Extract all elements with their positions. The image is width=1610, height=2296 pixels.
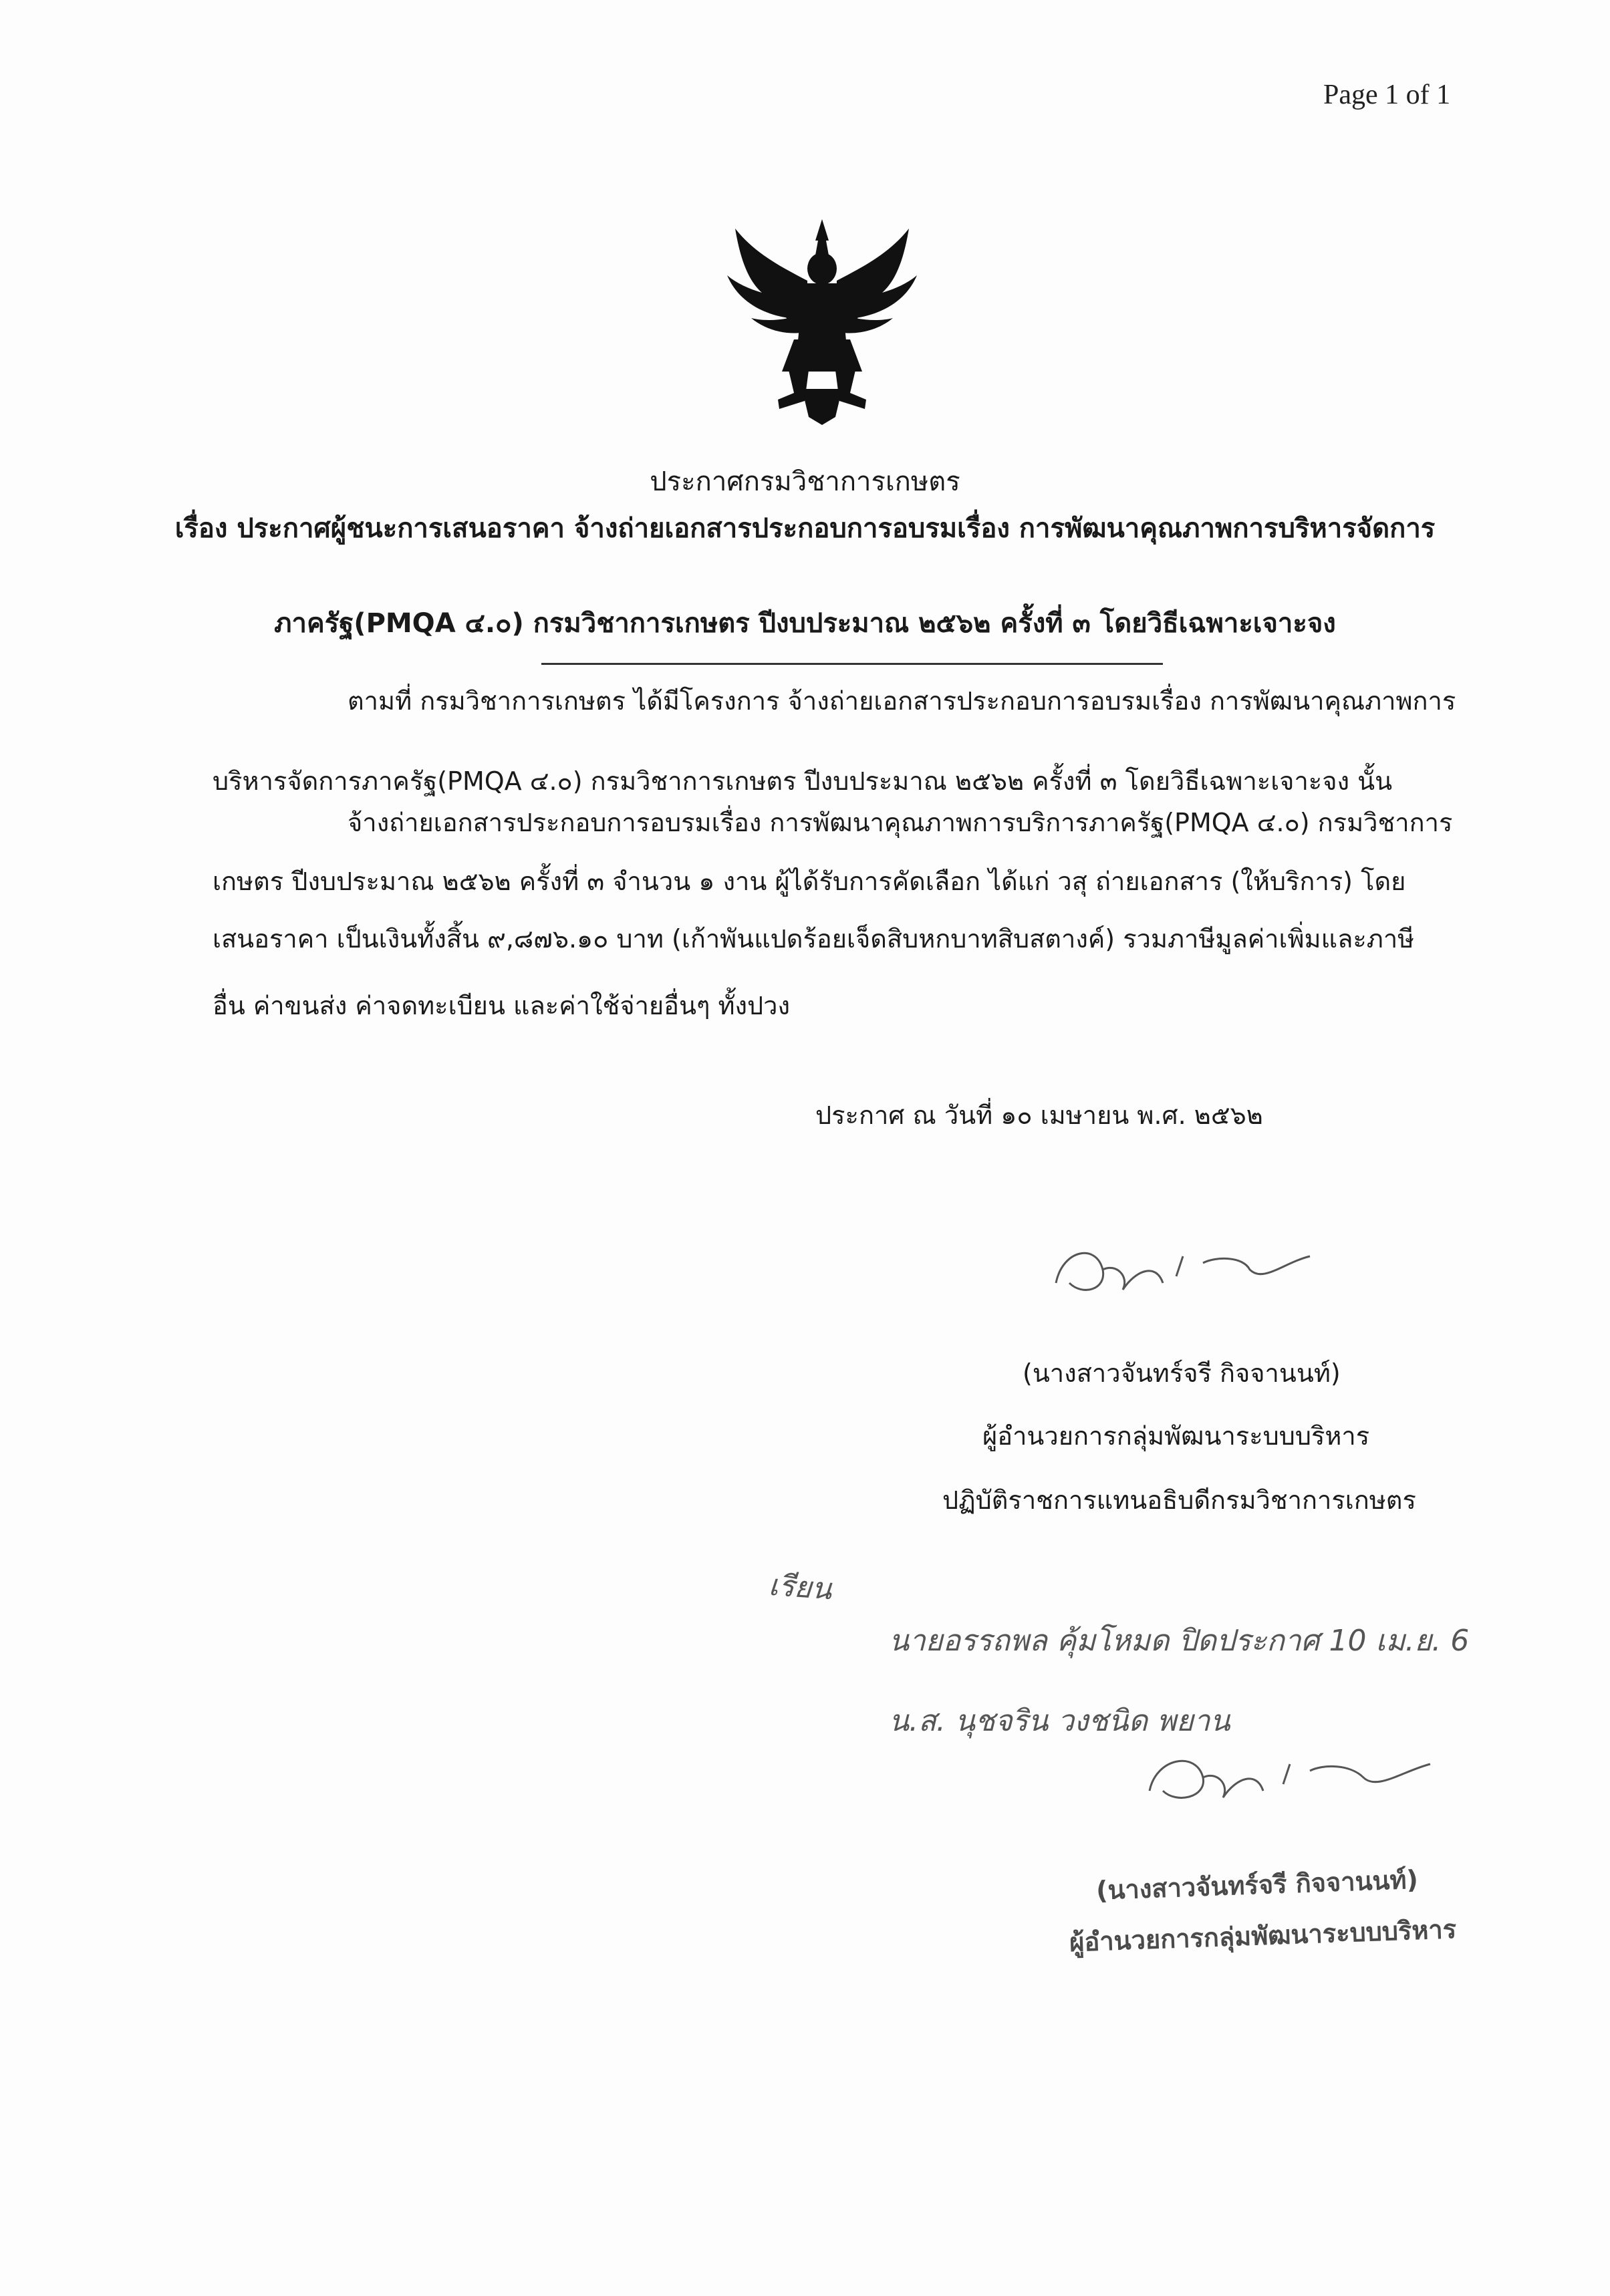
paragraph-1-line-2: บริหารจัดการภาครัฐ(PMQA ๔.๐) กรมวิชาการเกษตร ปีงบประมาณ ๒๕๖๒ ครั้งที่ ๓ โดยวิธีเฉพาะเจาะจง นั้น	[213, 766, 1393, 796]
paragraph-2-line-4: อื่น ค่าขนส่ง ค่าจดทะเบียน และค่าใช้จ่ายอื่นๆ ทั้งปวง	[213, 991, 791, 1020]
signatory-acting-for: ปฏิบัติราชการแทนอธิบดีกรมวิชาการเกษตร	[942, 1485, 1416, 1515]
subject-line-1: เรื่อง ประกาศผู้ชนะการเสนอราคา จ้างถ่ายเอกสารประกอบการอบรมเรื่อง การพัฒนาคุณภาพการบริหารจัดการ	[174, 513, 1436, 544]
announcement-organization: ประกาศกรมวิชาการเกษตร	[650, 466, 960, 497]
paragraph-2-line-1: จ้างถ่ายเอกสารประกอบการอบรมเรื่อง การพัฒนาคุณภาพการบริการภาครัฐ(PMQA ๔.๐) กรมวิชาการ	[348, 808, 1453, 837]
handwritten-line-1: นายอรรถพล คุ้มโหมด ปิดประกาศ 10 เม.ย. 6	[889, 1624, 1470, 1658]
signature-mark	[1043, 1236, 1323, 1310]
announcement-date: ประกาศ ณ วันที่ ๑๐ เมษายน พ.ศ. ๒๕๖๒	[815, 1101, 1263, 1130]
subject-line-2: ภาครัฐ(PMQA ๔.๐) กรมวิชาการเกษตร ปีงบประมาณ ๒๕๖๒ ครั้งที่ ๓ โดยวิธีเฉพาะเจาะจง	[274, 608, 1336, 639]
stamp-position: ผู้อำนวยการกลุ่มพัฒนาระบบบริหาร	[1069, 1914, 1457, 1958]
second-signature-mark	[1136, 1744, 1444, 1818]
signatory-position: ผู้อำนวยการกลุ่มพัฒนาระบบบริหาร	[982, 1421, 1370, 1451]
paragraph-2-line-2: เกษตร ปีงบประมาณ ๒๕๖๒ ครั้งที่ ๓ จำนวน ๑ งาน ผู้ได้รับการคัดเลือก ได้แก่ วสุ ถ่ายเอกสาร (ให้บริการ) โดย	[213, 867, 1406, 896]
handwritten-line-2: น.ส. นุชจริน วงชนิด พยาน	[889, 1704, 1230, 1738]
title-divider	[541, 663, 1163, 665]
paragraph-1-line-1: ตามที่ กรมวิชาการเกษตร ได้มีโครงการ จ้างถ่ายเอกสารประกอบการอบรมเรื่อง การพัฒนาคุณภาพการ	[348, 686, 1456, 716]
page-number: Page 1 of 1	[1323, 80, 1451, 110]
handwritten-salutation: เรียน	[767, 1568, 833, 1607]
stamp-name: (นางสาวจันทร์จรี กิจจานนท์)	[1095, 1864, 1419, 1906]
paragraph-2-line-3: เสนอราคา เป็นเงินทั้งสิ้น ๙,๘๗๖.๑๐ บาท (เก้าพันแปดร้อยเจ็ดสิบหกบาทสิบสตางค์) รวมภาษีมูลค่าเพิ่มและภาษี	[213, 924, 1415, 954]
garuda-emblem-icon	[722, 214, 922, 428]
signatory-name: (นางสาวจันทร์จรี กิจจานนท์)	[1023, 1358, 1341, 1388]
